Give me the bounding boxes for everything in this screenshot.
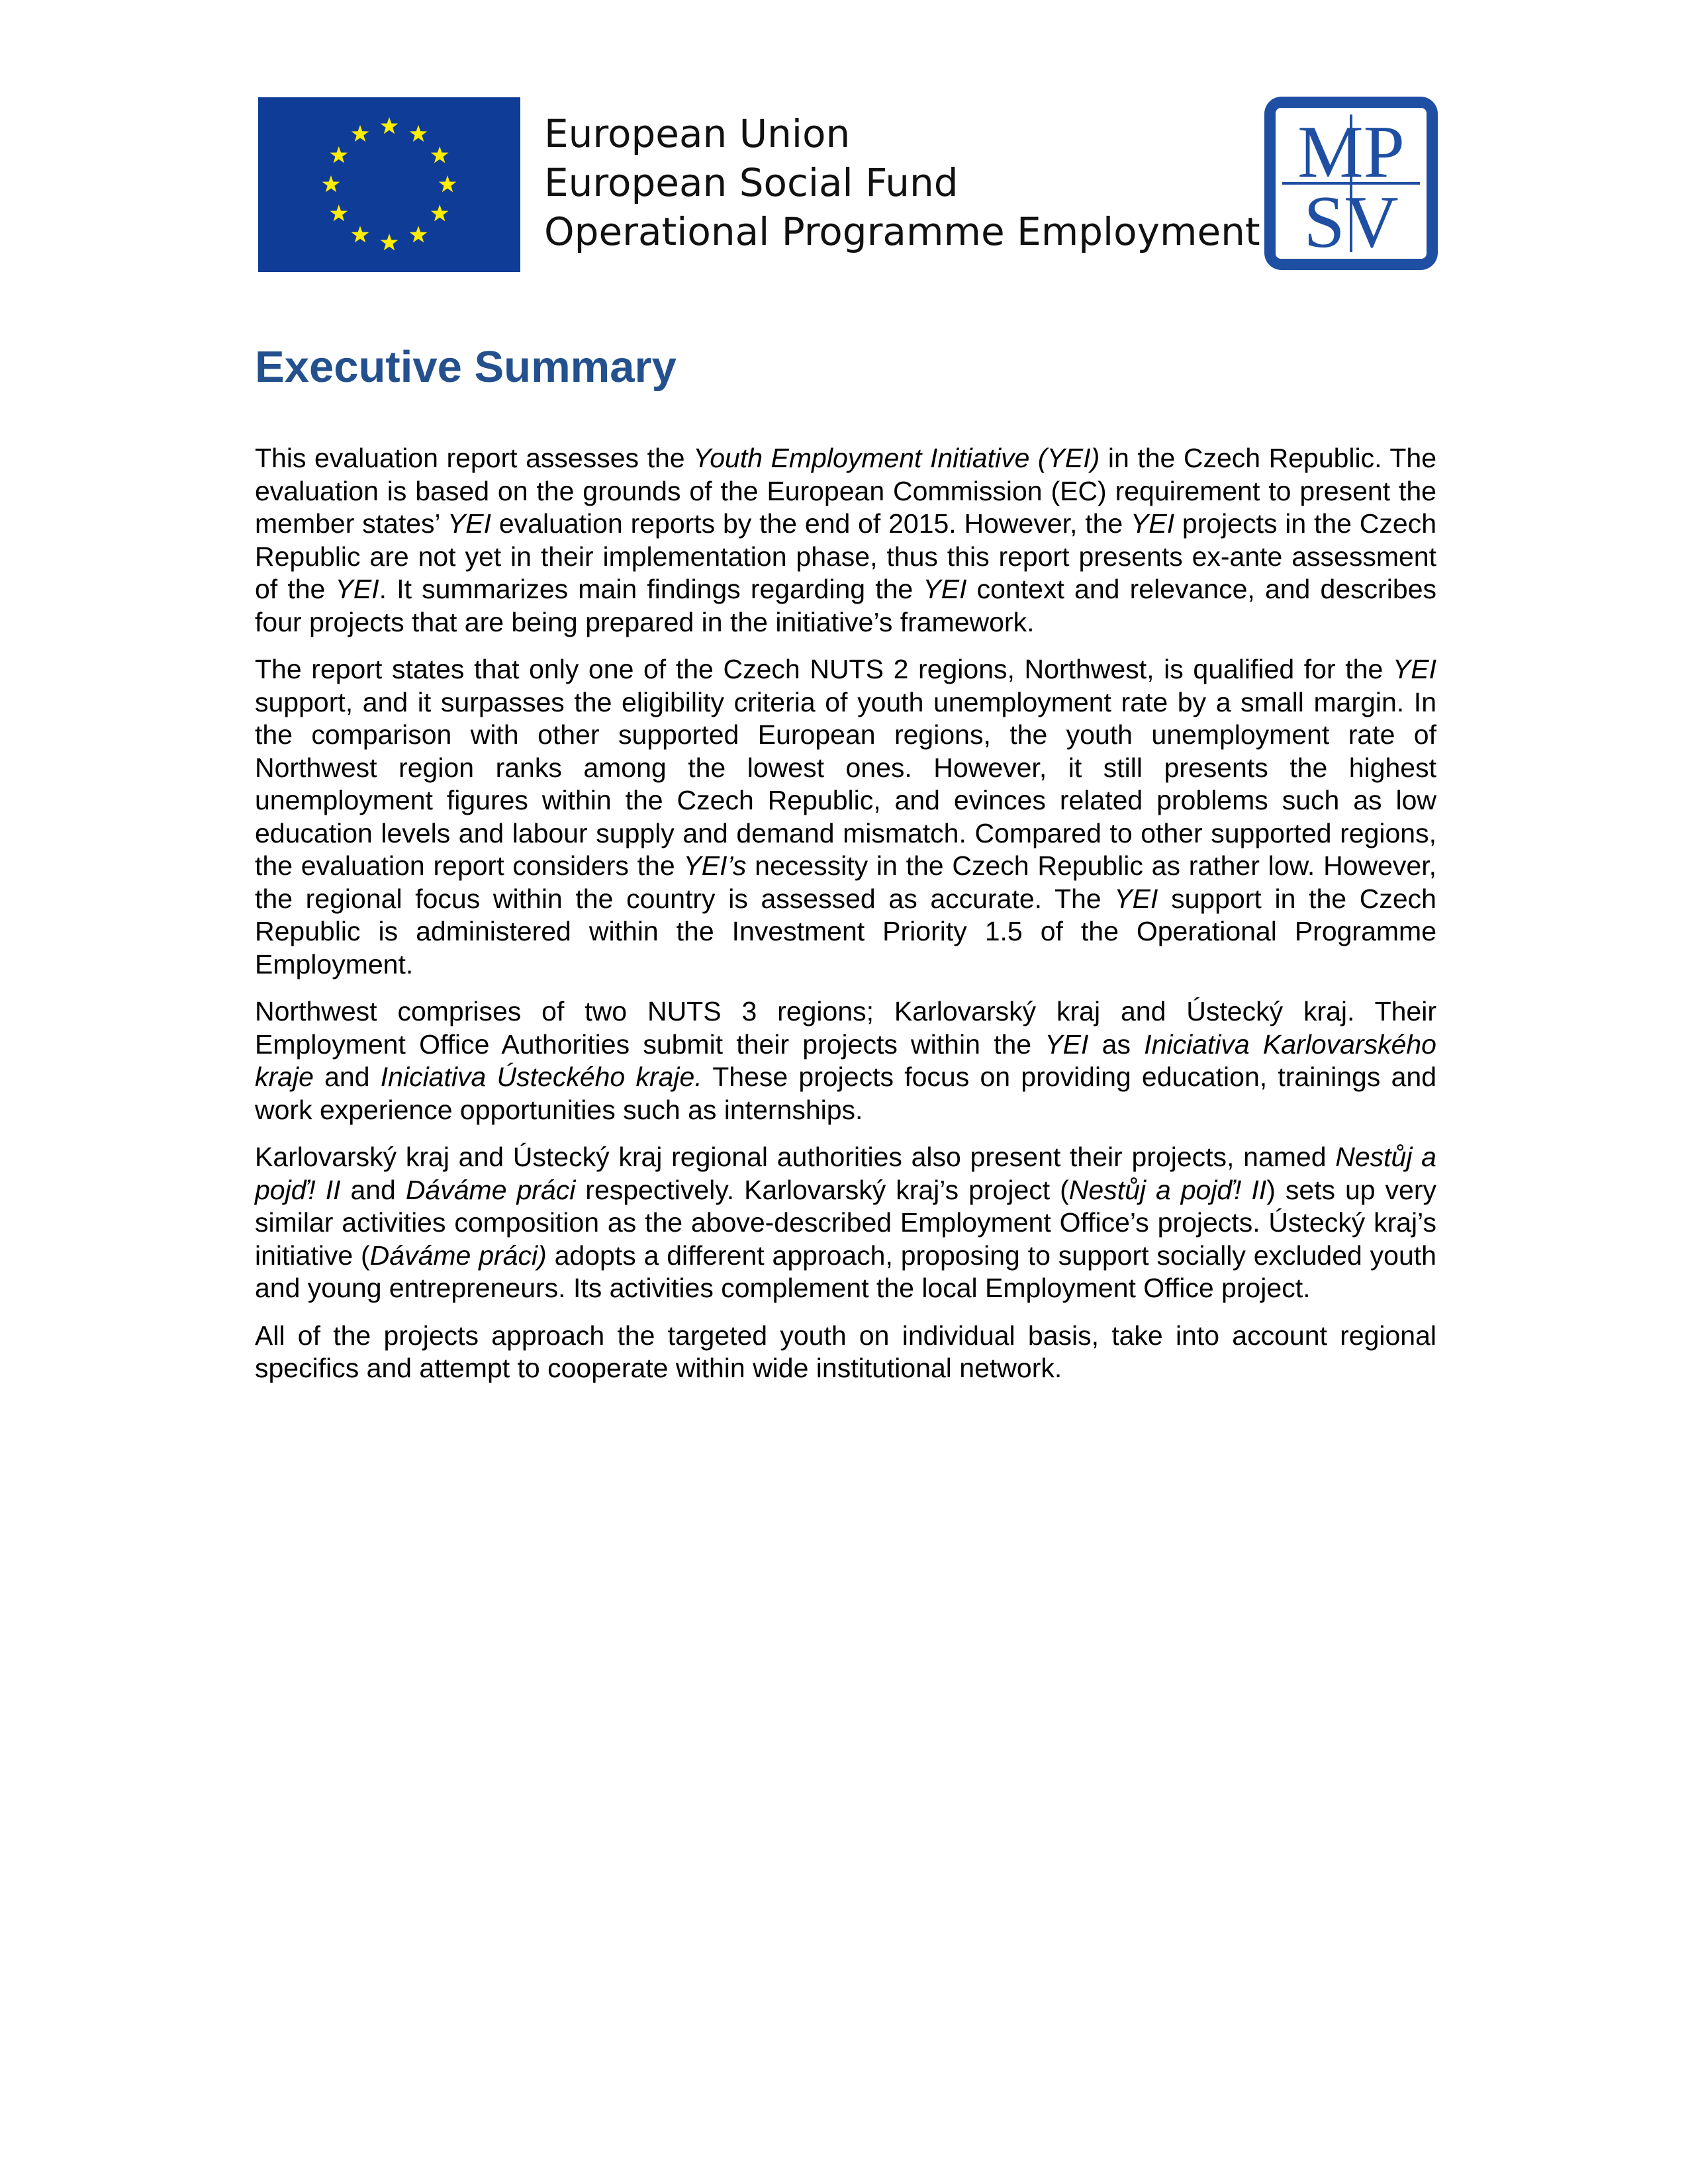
- italic-text: YEI: [447, 508, 492, 539]
- eu-star-icon: [381, 234, 399, 250]
- eu-star-icon: [352, 125, 369, 142]
- italic-text: YEI: [1392, 654, 1436, 684]
- eu-star-icon: [410, 125, 428, 142]
- eu-star-icon: [431, 205, 449, 221]
- header-line-eu: European Union: [544, 111, 851, 156]
- summary-paragraph: [255, 1320, 1436, 1385]
- italic-text: Iniciativa Ústeckého kraje.: [380, 1062, 702, 1092]
- document-header: [258, 95, 1440, 273]
- paragraph-text: context and relevance, and describes four projects that are being prepared in the initiative’s framework.: [255, 574, 1436, 637]
- eu-star-icon: [330, 146, 348, 163]
- summary-paragraph: [255, 442, 1436, 639]
- eu-star-icon: [330, 205, 348, 221]
- paragraph-text: Northwest comprises of two NUTS 3 regions; Karlovarský kraj and Ústecký kraj. Their Employment Office Authorities submit their projects within the: [255, 996, 1436, 1060]
- italic-text: Nestůj a pojď! II: [1068, 1174, 1267, 1205]
- header-line-ope: Operational Programme Employment: [544, 209, 1260, 254]
- italic-text: Dáváme práci): [369, 1240, 547, 1271]
- italic-text: YEI: [1114, 883, 1158, 914]
- paragraph-text: All of the projects approach the targeted youth on individual basis, take into account regional specifics and attempt to cooperate within wide institutional network.: [255, 1320, 1436, 1383]
- paragraph-text: Karlovarský kraj and Ústecký kraj regional authorities also present their projects, named: [255, 1142, 1336, 1172]
- paragraph-text: ) sets up very similar activities composition as the above-described Employment Office’s projects. Ústecký kraj’s initiative (: [255, 1174, 1436, 1271]
- paragraph-text: adopts a different approach, proposing to support socially excluded youth and young entrepreneurs. Its activities complement the local Employment Office project.: [255, 1240, 1436, 1303]
- mpsv-logo-icon: [1262, 95, 1440, 272]
- italic-text: YEI: [923, 574, 967, 604]
- summary-paragraph: [255, 995, 1436, 1126]
- paragraph-text: . It summarizes main findings regarding the: [379, 574, 923, 604]
- paragraph-text: in the Czech Republic. The evaluation is based on the grounds of the European Commission (EC) requirement to present the member states’: [255, 443, 1436, 539]
- paragraph-text: necessity in the Czech Republic as rather low. However, the regional focus within the country is assessed as accurate. The: [255, 850, 1437, 914]
- eu-star-icon: [439, 175, 457, 192]
- paragraph-text: and: [340, 1174, 406, 1205]
- mpsv-logo-bottom-text: SV: [1303, 181, 1399, 263]
- italic-text: YEI: [1131, 508, 1175, 539]
- page-title: Executive Summary: [255, 342, 677, 392]
- paragraph-text: as: [1088, 1028, 1145, 1060]
- eu-star-icon: [352, 226, 369, 242]
- paragraph-text: support in the Czech Republic is administered within the Investment Priority 1.5 of the Operational Programme Employment.: [255, 883, 1436, 979]
- eu-star-icon: [381, 117, 399, 134]
- italic-text: Iniciativa Karlovarského kraje: [255, 1028, 1436, 1092]
- eu-star-icon: [431, 146, 449, 163]
- italic-text: YEI’s: [683, 850, 747, 881]
- paragraph-text: These projects focus on providing education, trainings and work experience opportunities such as internships.: [255, 1062, 1436, 1125]
- header-text-block: [544, 109, 1260, 256]
- italic-text: Nestůj a pojď! II: [255, 1142, 1436, 1205]
- mpsv-logo-top-text: MP: [1297, 111, 1405, 193]
- paragraph-text: The report states that only one of the Czech NUTS 2 regions, Northwest, is qualified for the: [255, 654, 1393, 684]
- eu-star-icon: [410, 226, 428, 242]
- summary-paragraph: [255, 1141, 1436, 1305]
- paragraph-text: evaluation reports by the end of 2015. However, the: [491, 508, 1131, 539]
- eu-flag-icon: [258, 97, 520, 272]
- italic-text: YEI: [335, 574, 379, 604]
- italic-text: Youth Employment Initiative (YEI): [693, 443, 1100, 473]
- paragraph-text: support, and it surpasses the eligibility criteria of youth unemployment rate by a small margin. In the comparison with other supported European regions, the youth unemployment rate of Northwest region ranks among the lowest ones. However, it still presents the highest unemployment figures within the Czech Republic, and evinces related problems such as low education levels and labour supply and demand mismatch. Compared to other supported regions, the evaluation report considers the: [255, 686, 1436, 881]
- summary-body: [255, 442, 1436, 1400]
- paragraph-text: This evaluation report assesses the: [255, 443, 694, 473]
- summary-paragraph: [255, 653, 1436, 981]
- paragraph-text: and: [313, 1062, 381, 1092]
- header-line-esf: European Social Fund: [544, 160, 959, 205]
- paragraph-text: projects in the Czech Republic are not yet in their implementation phase, thus this report presents ex-ante assessment of the: [255, 508, 1437, 604]
- italic-text: YEI: [1045, 1028, 1089, 1060]
- paragraph-text: respectively. Karlovarský kraj’s project (: [575, 1174, 1069, 1205]
- italic-text: Dáváme práci: [405, 1174, 576, 1205]
- eu-star-icon: [322, 175, 340, 192]
